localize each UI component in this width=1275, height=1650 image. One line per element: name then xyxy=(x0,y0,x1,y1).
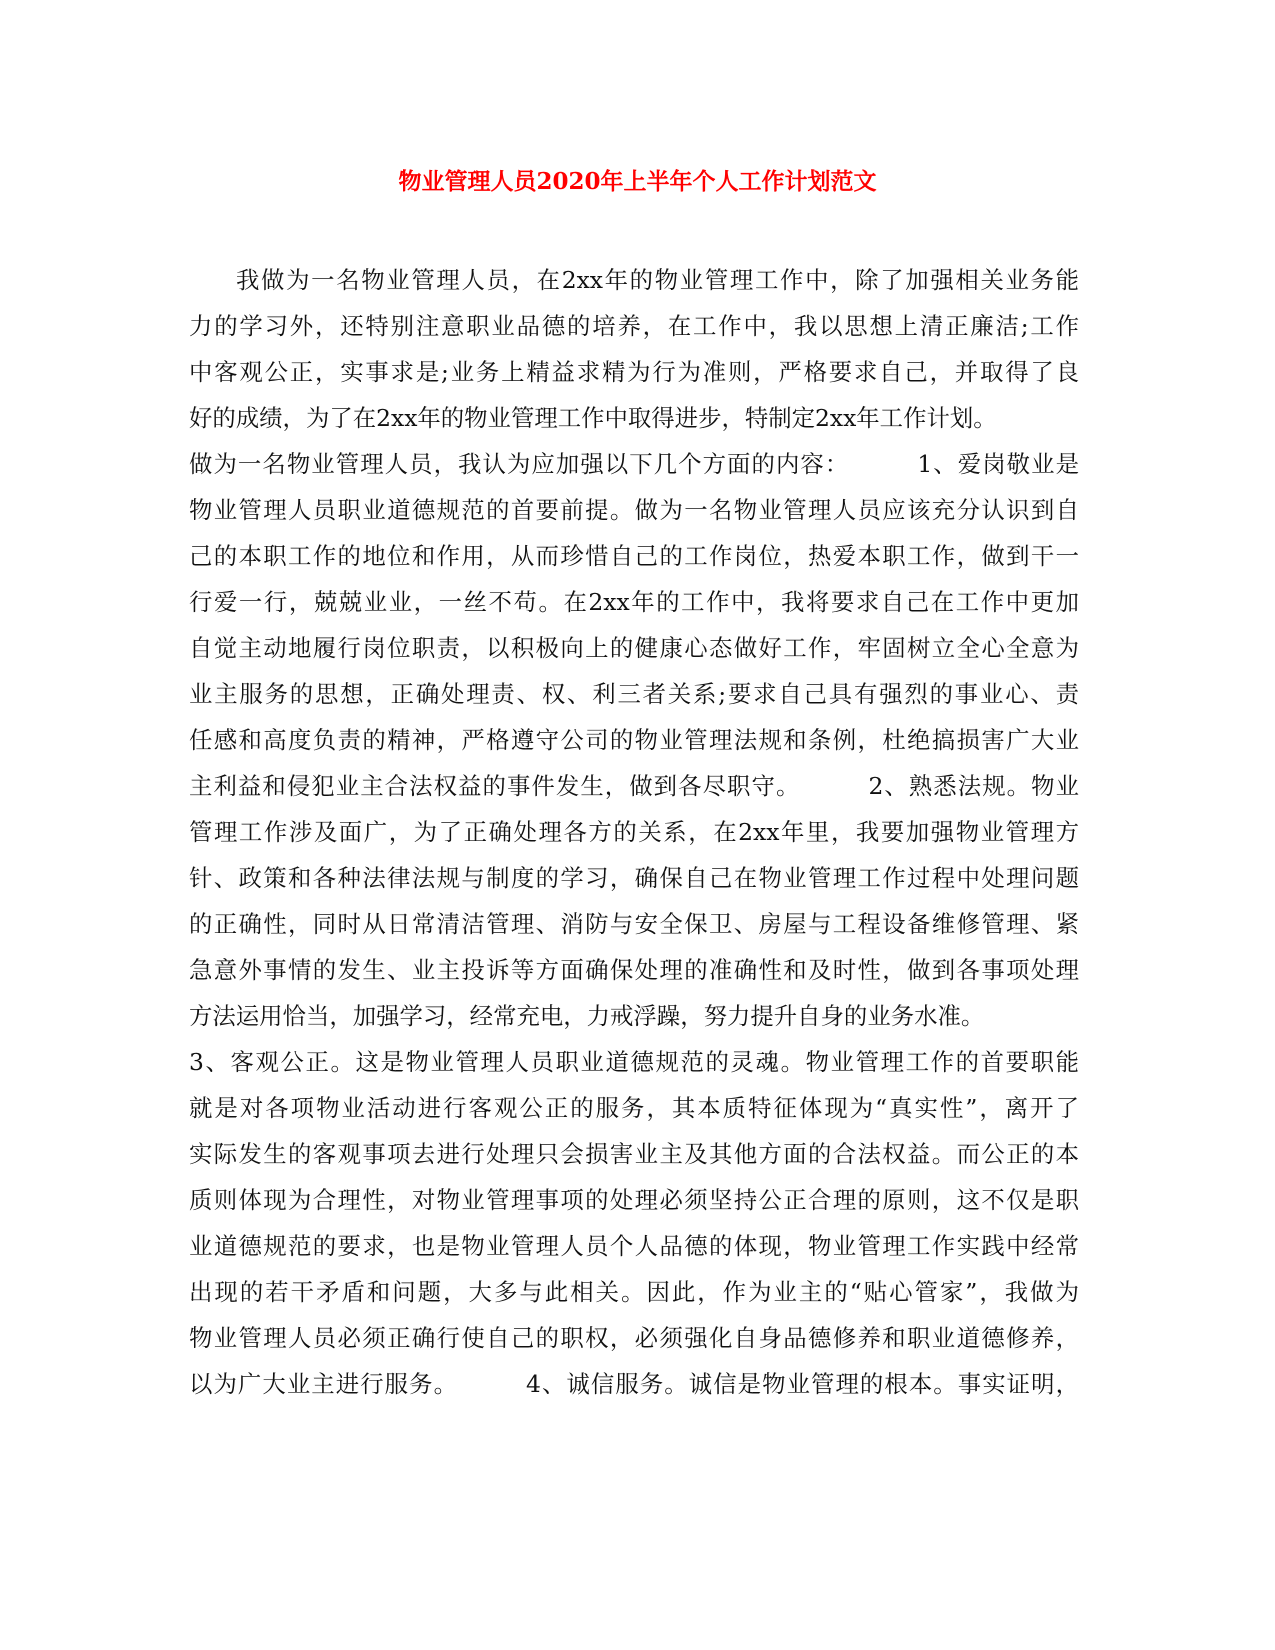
body-line: 方法运用恰当，加强学习，经常充电，力戒浮躁，努力提升自身的业务水准。 xyxy=(189,1002,985,1030)
body-line: 中客观公正，实事求是;业务上精益求精为行为准则，严格要求自己，并取得了良 xyxy=(189,358,1079,386)
body-line: 做为一名物业管理人员，我认为应加强以下几个方面的内容： 1、爱岗敬业是 xyxy=(189,450,1079,478)
body-line: 力的学习外，还特别注意职业品德的培养，在工作中，我以思想上清正廉洁;工作 xyxy=(189,312,1079,340)
body-line: 业道德规范的要求，也是物业管理人员个人品德的体现，物业管理工作实践中经常 xyxy=(189,1232,1079,1260)
body-line: 我做为一名物业管理人员，在2xx年的物业管理工作中，除了加强相关业务能 xyxy=(236,266,1079,294)
body-line: 业主服务的思想，正确处理责、权、利三者关系;要求自己具有强烈的事业心、责 xyxy=(189,680,1079,708)
body-line: 质则体现为合理性，对物业管理事项的处理必须坚持公正合理的原则，这不仅是职 xyxy=(189,1186,1079,1214)
body-line: 好的成绩，为了在2xx年的物业管理工作中取得进步，特制定2xx年工作计划。 xyxy=(189,404,997,432)
document-title: 物业管理人员2020年上半年个人工作计划范文 xyxy=(398,168,877,195)
body-line: 管理工作涉及面广，为了正确处理各方的关系，在2xx年里，我要加强物业管理方 xyxy=(189,818,1079,846)
body-line: 物业管理人员必须正确行使自己的职权，必须强化自身品德修养和职业道德修养， xyxy=(189,1324,1079,1352)
body-line: 的正确性，同时从日常清洁管理、消防与安全保卫、房屋与工程设备维修管理、紧 xyxy=(189,910,1079,938)
body-line: 主利益和侵犯业主合法权益的事件发生，做到各尽职守。 2、熟悉法规。物业 xyxy=(189,772,1079,800)
body-line: 以为广大业主进行服务。 4、诚信服务。诚信是物业管理的根本。事实证明， xyxy=(189,1370,1079,1398)
body-line: 物业管理人员职业道德规范的首要前提。做为一名物业管理人员应该充分认识到自 xyxy=(189,496,1079,524)
body-line: 3、客观公正。这是物业管理人员职业道德规范的灵魂。物业管理工作的首要职能 xyxy=(189,1048,1079,1076)
body-line: 自觉主动地履行岗位职责，以积极向上的健康心态做好工作，牢固树立全心全意为 xyxy=(189,634,1079,662)
body-line: 行爱一行，兢兢业业，一丝不苟。在2xx年的工作中，我将要求自己在工作中更加 xyxy=(189,588,1079,616)
body-line: 针、政策和各种法律法规与制度的学习，确保自己在物业管理工作过程中处理问题 xyxy=(189,864,1079,892)
body-line: 出现的若干矛盾和问题，大多与此相关。因此，作为业主的“贴心管家”，我做为 xyxy=(189,1278,1079,1306)
body-line: 任感和高度负责的精神，严格遵守公司的物业管理法规和条例，杜绝搞损害广大业 xyxy=(189,726,1079,754)
body-line: 急意外事情的发生、业主投诉等方面确保处理的准确性和及时性，做到各事项处理 xyxy=(189,956,1079,984)
body-line: 就是对各项物业活动进行客观公正的服务，其本质特征体现为“真实性”，离开了 xyxy=(189,1094,1079,1122)
body-line: 己的本职工作的地位和作用，从而珍惜自己的工作岗位，热爱本职工作，做到干一 xyxy=(189,542,1079,570)
body-line: 实际发生的客观事项去进行处理只会损害业主及其他方面的合法权益。而公正的本 xyxy=(189,1140,1079,1168)
